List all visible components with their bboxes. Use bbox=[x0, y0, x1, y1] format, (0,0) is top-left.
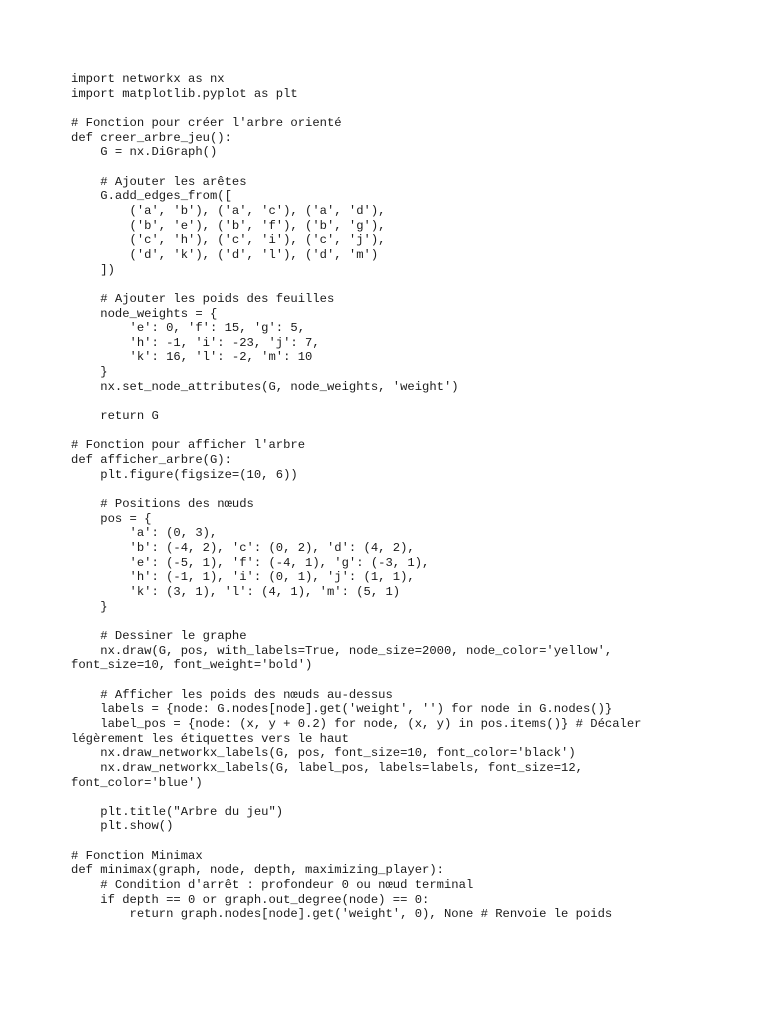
code-line: font_size=10, font_weight='bold') bbox=[71, 658, 313, 673]
code-line bbox=[71, 614, 751, 629]
code-line: # Fonction Minimax bbox=[71, 848, 203, 863]
code-line: def creer_arbre_jeu(): bbox=[71, 130, 232, 145]
code-line: 'k': 16, 'l': -2, 'm': 10 bbox=[71, 350, 313, 365]
code-line: import matplotlib.pyplot as plt bbox=[71, 86, 298, 101]
code-line: 'h': -1, 'i': -23, 'j': 7, bbox=[71, 335, 320, 350]
code-line: ('d', 'k'), ('d', 'l'), ('d', 'm') bbox=[71, 247, 379, 262]
code-line: 'k': (3, 1), 'l': (4, 1), 'm': (5, 1) bbox=[71, 584, 401, 599]
code-line bbox=[71, 101, 751, 116]
code-line bbox=[71, 673, 751, 688]
code-line bbox=[71, 482, 751, 497]
code-line: plt.figure(figsize=(10, 6)) bbox=[71, 467, 298, 482]
code-line: 'e': (-5, 1), 'f': (-4, 1), 'g': (-3, 1), bbox=[71, 555, 430, 570]
code-line: plt.title("Arbre du jeu") bbox=[71, 804, 284, 819]
code-line: return graph.nodes[node].get('weight', 0), None # Renvoie le poids bbox=[71, 907, 613, 922]
code-line: import networkx as nx bbox=[71, 72, 225, 86]
code-line: ('c', 'h'), ('c', 'i'), ('c', 'j'), bbox=[71, 233, 386, 248]
code-line: ('b', 'e'), ('b', 'f'), ('b', 'g'), bbox=[71, 218, 386, 233]
code-block bbox=[71, 72, 751, 922]
code-line: ]) bbox=[71, 262, 115, 277]
code-line: nx.draw_networkx_labels(G, pos, font_size=10, font_color='black') bbox=[71, 746, 576, 761]
code-line: } bbox=[71, 365, 108, 380]
code-line bbox=[71, 424, 751, 439]
code-line: labels = {node: G.nodes[node].get('weight', '') for node in G.nodes()} bbox=[71, 702, 613, 717]
code-line: # Afficher les poids des nœuds au-dessus bbox=[71, 687, 393, 702]
code-line: label_pos = {node: (x, y + 0.2) for node, (x, y) in pos.items()} # Décaler bbox=[71, 716, 642, 731]
code-line: def minimax(graph, node, depth, maximizing_player): bbox=[71, 863, 444, 878]
code-line: if depth == 0 or graph.out_degree(node) == 0: bbox=[71, 892, 430, 907]
code-line: # Fonction pour créer l'arbre orienté bbox=[71, 115, 342, 130]
code-line: 'h': (-1, 1), 'i': (0, 1), 'j': (1, 1), bbox=[71, 570, 415, 585]
code-line: # Dessiner le graphe bbox=[71, 628, 247, 643]
code-line: # Ajouter les poids des feuilles bbox=[71, 291, 335, 306]
code-line: 'b': (-4, 2), 'c': (0, 2), 'd': (4, 2), bbox=[71, 541, 415, 555]
code-line bbox=[71, 790, 751, 805]
code-line: font_color='blue') bbox=[71, 775, 203, 790]
code-line: return G bbox=[71, 409, 159, 424]
code-line: nx.draw(G, pos, with_labels=True, node_size=2000, node_color='yellow', bbox=[71, 643, 613, 658]
code-line: G = nx.DiGraph() bbox=[71, 145, 218, 160]
code-line bbox=[71, 277, 751, 292]
code-line bbox=[71, 394, 751, 409]
code-line: ('a', 'b'), ('a', 'c'), ('a', 'd'), bbox=[71, 203, 386, 218]
code-line: # Positions des nœuds bbox=[71, 497, 254, 512]
code-line: 'a': (0, 3), bbox=[71, 526, 218, 541]
code-line: # Condition d'arrêt : profondeur 0 ou nœud terminal bbox=[71, 878, 474, 893]
code-line: plt.show() bbox=[71, 819, 174, 834]
code-line: légèrement les étiquettes vers le haut bbox=[71, 731, 349, 746]
code-line: node_weights = { bbox=[71, 306, 218, 321]
code-line bbox=[71, 834, 751, 849]
code-line: def afficher_arbre(G): bbox=[71, 453, 232, 468]
code-line: 'e': 0, 'f': 15, 'g': 5, bbox=[71, 321, 306, 336]
code-line: G.add_edges_from([ bbox=[71, 189, 232, 204]
code-line: # Ajouter les arêtes bbox=[71, 174, 247, 189]
code-line: # Fonction pour afficher l'arbre bbox=[71, 438, 306, 453]
code-line: nx.draw_networkx_labels(G, label_pos, labels=labels, font_size=12, bbox=[71, 760, 583, 775]
code-line: nx.set_node_attributes(G, node_weights, 'weight') bbox=[71, 379, 459, 394]
code-line bbox=[71, 160, 751, 175]
code-line: pos = { bbox=[71, 511, 152, 526]
code-line: } bbox=[71, 599, 108, 614]
